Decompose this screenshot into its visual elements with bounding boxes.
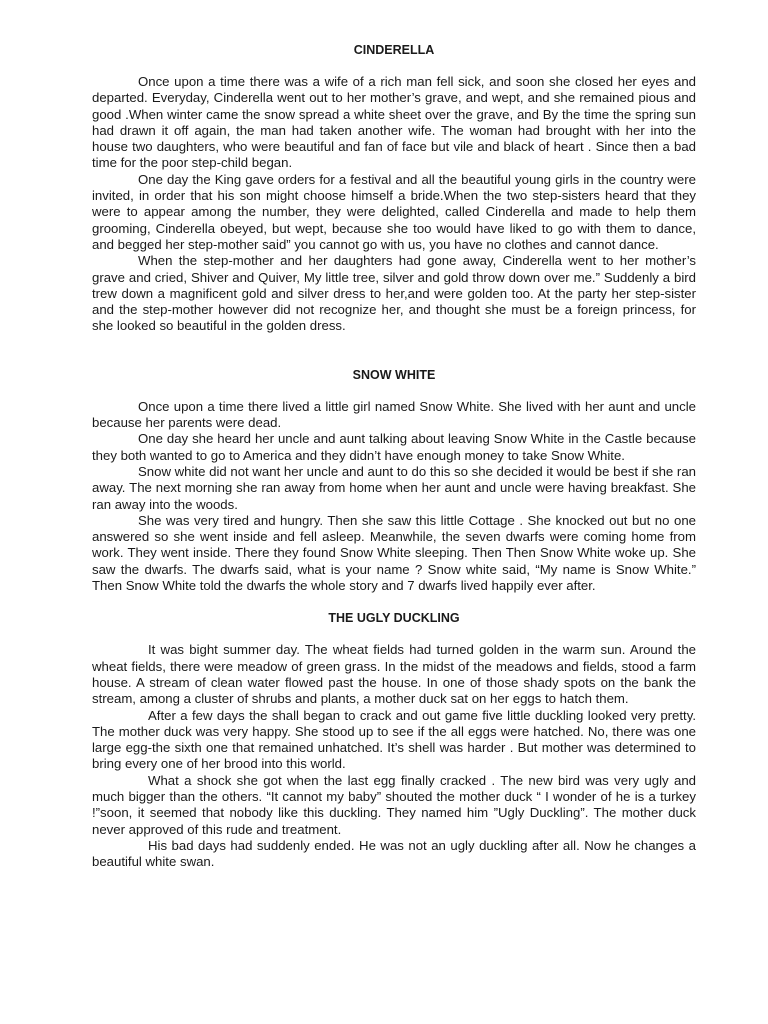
story-paragraph: What a shock she got when the last egg finally cracked . The new bird was very ugly and much bigger than the others. “It cannot my baby” shouted the mother duck “ I wonder of he is a turkey !”soon, it seemed that nobody like this duckling. They named him ”Ugly Duckling”. The mother duck never approved of this rude and treatment.	[92, 772, 696, 837]
story-paragraph: One day she heard her uncle and aunt talking about leaving Snow White in the Castle because they both wanted to go to America and they didn’t have enough money to take Snow White.	[92, 431, 696, 463]
story-cinderella	[92, 42, 696, 335]
story-paragraph: Snow white did not want her uncle and aunt to do this so she decided it would be best if she ran away. The next morning she ran away from home when her aunt and uncle were having breakfast. She ran away into the woods.	[92, 463, 696, 512]
story-snow-white	[92, 367, 696, 595]
story-paragraph: Once upon a time there lived a little girl named Snow White. She lived with her aunt and uncle because her parents were dead.	[92, 398, 696, 431]
story-paragraph: One day the King gave orders for a festival and all the beautiful young girls in the country were invited, in order that his son might choose himself a bride.When the two step-sisters heard that they were to appear among the number, they were delighted, called Cinderella and made to help them grooming, Cinderella obeyed, but wept, because she too would have liked to go with them to dance, and begged her step-mother said” you cannot go with us, you have no clothes and cannot dance.	[92, 171, 696, 252]
story-title: SNOW WHITE	[352, 367, 436, 382]
story-ugly-duckling	[92, 610, 696, 870]
story-title: THE UGLY DUCKLING	[328, 611, 460, 626]
story-paragraph: It was bight summer day. The wheat fields had turned golden in the warm sun. Around the wheat fields, there were meadow of green grass. In the midst of the meadows and fields, stood a farm house. A stream of clean water flowed past the house. In one of those shady spots on the bank the stream, among a cluster of shrubs and plants, a mother duck sat on her eggs to hatch them.	[92, 642, 696, 707]
story-paragraph: She was very tired and hungry. Then she saw this little Cottage . She knocked out but no one answered so she went inside and fell asleep. Meanwhile, the seven dwarfs were coming home from work. They went inside. There they found Snow White sleeping. Then Then Snow White woke up. She saw the dwarfs. The dwarfs said, what is your name ? Snow white said, “My name is Snow White.” Then Snow White told the dwarfs the whole story and 7 dwarfs lived happily ever after.	[92, 512, 696, 594]
story-paragraph: After a few days the shall began to crack and out game five little duckling looked very pretty. The mother duck was very happy. She stood up to see if the all eggs were hatched. No, there was one large egg-the sixth one that remained unhatched. It’s shell was harder . But mother was determined to bring every one of her brood into this world.	[92, 707, 696, 772]
story-paragraph: His bad days had suddenly ended. He was not an ugly duckling after all. Now he changes a beautiful white swan.	[92, 837, 696, 870]
story-paragraph: Once upon a time there was a wife of a rich man fell sick, and soon she closed her eyes and departed. Everyday, Cinderella went out to her mother’s grave, and wept, and she remained pious and good .When winter came the snow spread a white sheet over the grave, and By the time the spring sun had drawn it off again, the man had taken another wife. The woman had brought with her into the house two daughters, who were beautiful and fan of face but vile and black of heart . Since then a bad time for the poor step-child began.	[92, 74, 696, 171]
story-paragraph: When the step-mother and her daughters had gone away, Cinderella went to her mother’s grave and cried, Shiver and Quiver, My little tree, silver and gold throw down over me.” Suddenly a bird trew down a magnificent gold and silver dress to her,and were golden too. At the party her step-sister and the step-mother however did not recognize her, and thought she must be a foreign princess, for she looked so beautiful in the golden dress.	[92, 253, 696, 334]
story-title: CINDERELLA	[353, 43, 435, 57]
